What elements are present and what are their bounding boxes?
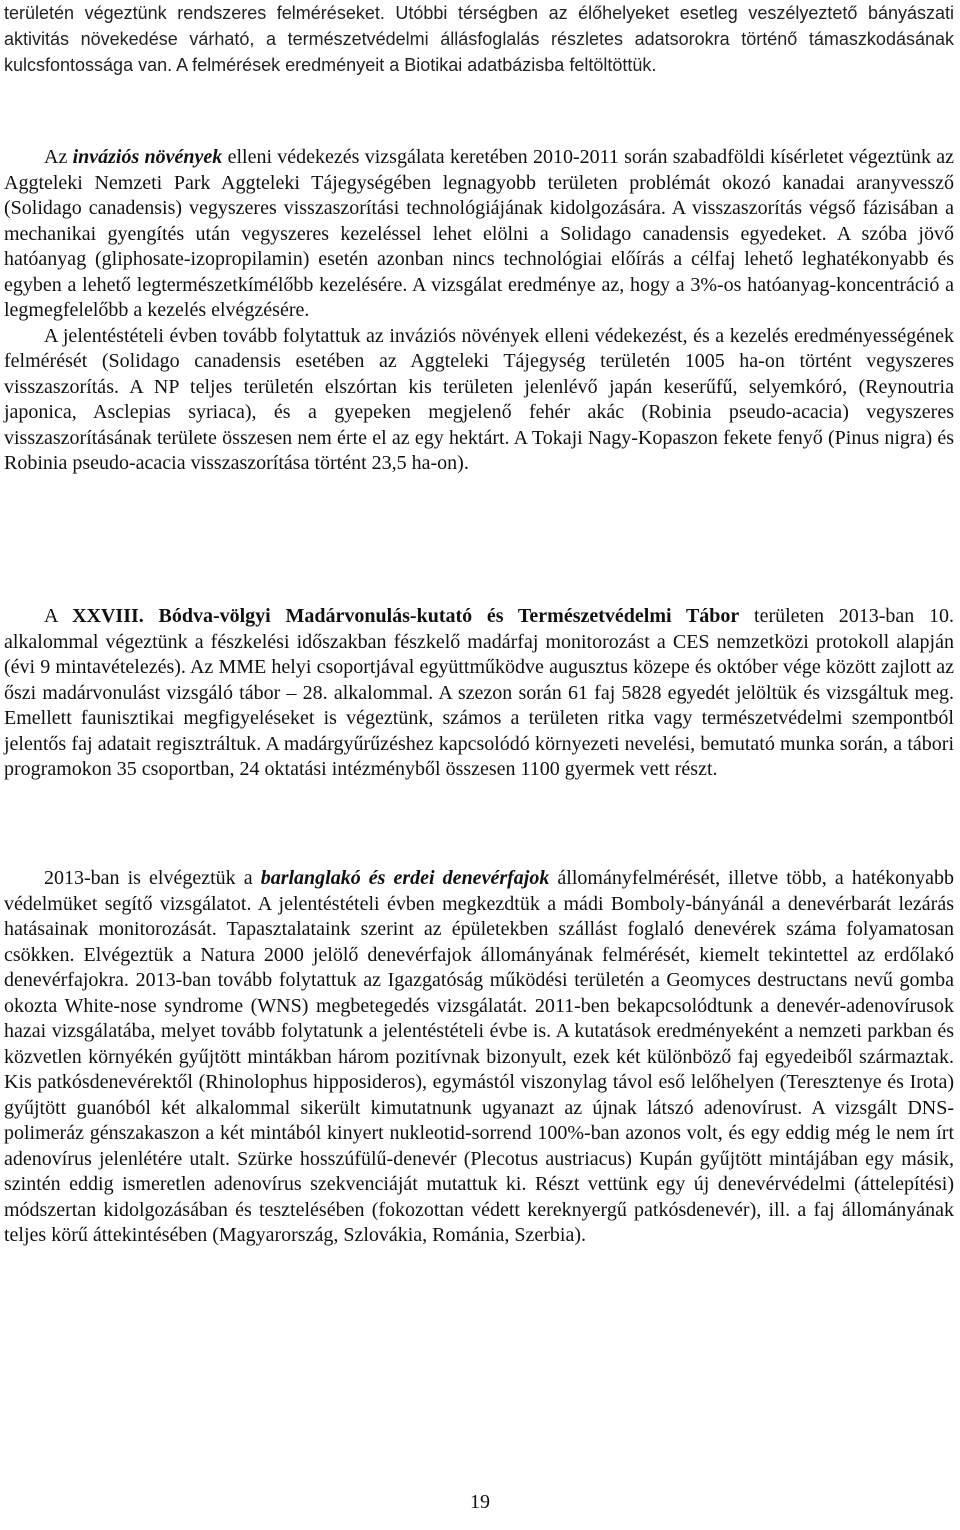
paragraph-text: területén végeztünk rendszeres felméréseket. Utóbbi térségben az élőhelyeket esetleg veszélyeztető bányászati aktivitás növekedése várható, a természetvédelmi állásfoglalás részletes adatsorokra történő támaszkodásának kulcsfontossága van. A felmérések eredményeit a Biotikai adatbázisba feltöltöttük. [4,3,954,75]
paragraph-intro: Az [44,146,73,168]
paragraph-bird-camp [4,604,954,783]
paragraph-text: területen 2013-ban 10. alkalommal végeztünk a fészkelési időszakban fészkelő madárfaj monitorozást a CES nemzetközi protokoll alapján (évi 9 mintavételezés). Az MME helyi csoportjával együttműködve augusztus közepe és október vége között zajlott az őszi madárvonulást vizsgáló tábor – 28. alkalommal. A szezon során 61 faj 5828 egyedét jelöltük és vizsgáltuk meg. Emellett faunisztikai megfigyeléseket is végeztünk, számos a területen ritka vagy természetvédelmi szempontból jelentős faj adatait regisztráltuk. A madárgyűrűzéshez kapcsolódó környezeti nevelési, bemutató munka során, a tábori programokon 35 csoportban, 24 oktatási intézményből összesen 1100 gyermek vett részt. [4,605,955,780]
paragraph-invasive-plants [4,145,954,477]
highlight-invasive-plants: inváziós növények [72,146,223,168]
highlight-bird-camp: XXVIII. Bódva-völgyi Madárvonulás-kutató és Természetvédelmi Tábor [72,605,740,627]
paragraph-body [4,866,954,1249]
paragraph-body [4,145,954,324]
highlight-bats: barlanglakó és erdei denevérfajok [260,867,550,889]
paragraph-text: elleni védekezés vizsgálata keretében 2010-2011 során szabadföldi kísérletet végeztünk az Aggteleki Nemzeti Park Aggteleki Tájegységében legnagyobb területen problémát okozó kanadai aranyvessző (Solidago canadensis) vegyszeres visszaszorítási technológiájának kidolgozására. A visszaszorítás végső fázisában a mechanikai gyengítés után vegyszeres kezeléssel lehet elölni a Solidago canadensis egyedeket. A szóba jövő hatóanyag (gliphosate-izopropilamin) esetén azonban nincs technológiai előírás a célfaj lehető leghatékonyabb és egyben a lehető legtermészetkímélőbb kezelésére. A vizsgálat eredménye az, hogy a 3%-os hatóanyag-koncentráció a legmegfelelőbb a kezelés elvégzésére. [4,146,954,321]
paragraph-bats [4,866,954,1249]
paragraph-invasive-control: A jelentéstételi évben tovább folytattuk az inváziós növények elleni védekezést, és a kezelés eredményességének felmérését (Solidago canadensis esetében az Aggteleki Tájegység területén 1005 ha-on történt vegyszeres visszaszorítás. A NP teljes területén elszórtan kis területen jelenlévő japán keserűfű, selyemkóró, (Reynoutria japonica, Asclepias syriaca), és a gyepeken megjelenő fehér akác (Robinia pseudo-acacia) vegyszeres visszaszorításának területe összesen nem érte el az egy hektárt. A Tokaji Nagy-Kopaszon fekete fenyő (Pinus nigra) és Robinia pseudo-acacia visszaszorítása történt 23,5 ha-on). [4,324,954,474]
paragraph-intro: A [44,605,73,627]
page-number: 19 [470,1491,490,1513]
paragraph-body [4,604,954,783]
paragraph-intro: 2013-ban is elvégeztük a [44,867,261,889]
paragraph-biotic-database [4,0,954,78]
paragraph-text: állományfelmérését, illetve több, a hatékonyabb védelmüket segítő vizsgálatot. A jelentéstételi évben megkezdtük a mádi Bomboly-bányánál a denevérbarát lezárás hatásainak monitorozását. Tapasztalataink szerint az épületekben szállást foglaló denevérek száma folyamatosan csökken. Elvégeztük a Natura 2000 jelölő denevérfajok állományának felmérését, kiemelt tekintettel az erdőlakó denevérfajokra. 2013-ban tovább folytattuk az Igazgatóság működési területén a Geomyces destructans nevű gomba okozta White-nose syndrome (WNS) megbetegedés vizsgálatát. 2011-ben bekapcsolódtunk a denevér-adenovírusok hazai vizsgálatába, melyet tovább folytatunk a jelentéstételi évbe is. A kutatások eredményeként a nemzeti parkban és közvetlen környékén gyűjtött mintákban három pozitívnak bizonyult, ezek két különböző faj egyedeiből származtak. Kis patkósdenevérektől (Rhinolophus hipposideros), egymástól viszonylag távol eső lelőhelyen (Teresztenye és Irota) gyűjtött guanóból két alkalommal sikerült kimutatnunk ugyanazt az újnak látszó adenovírust. A vizsgált DNS-polimeráz génszakaszon a két mintából kinyert nukleotid-sorrend 100%-ban azonos volt, és egy eddig még le nem írt adenovírus jelenlétére utalt. Szürke hosszúfülű-denevér (Plecotus austriacus) Kupán gyűjtött mintájában egy másik, szintén eddig ismeretlen adenovírus szekvenciáját mutattuk ki. Részt vettünk egy új denevérvédelmi (áttelepítési) módszertan kidolgozásában és tesztelésében (fokozottan védett kereknyergű patkósdenevér), ill. a faj állományának teljes körű áttekintésében (Magyarország, Szlovákia, Románia, Szerbia). [4,867,955,1246]
